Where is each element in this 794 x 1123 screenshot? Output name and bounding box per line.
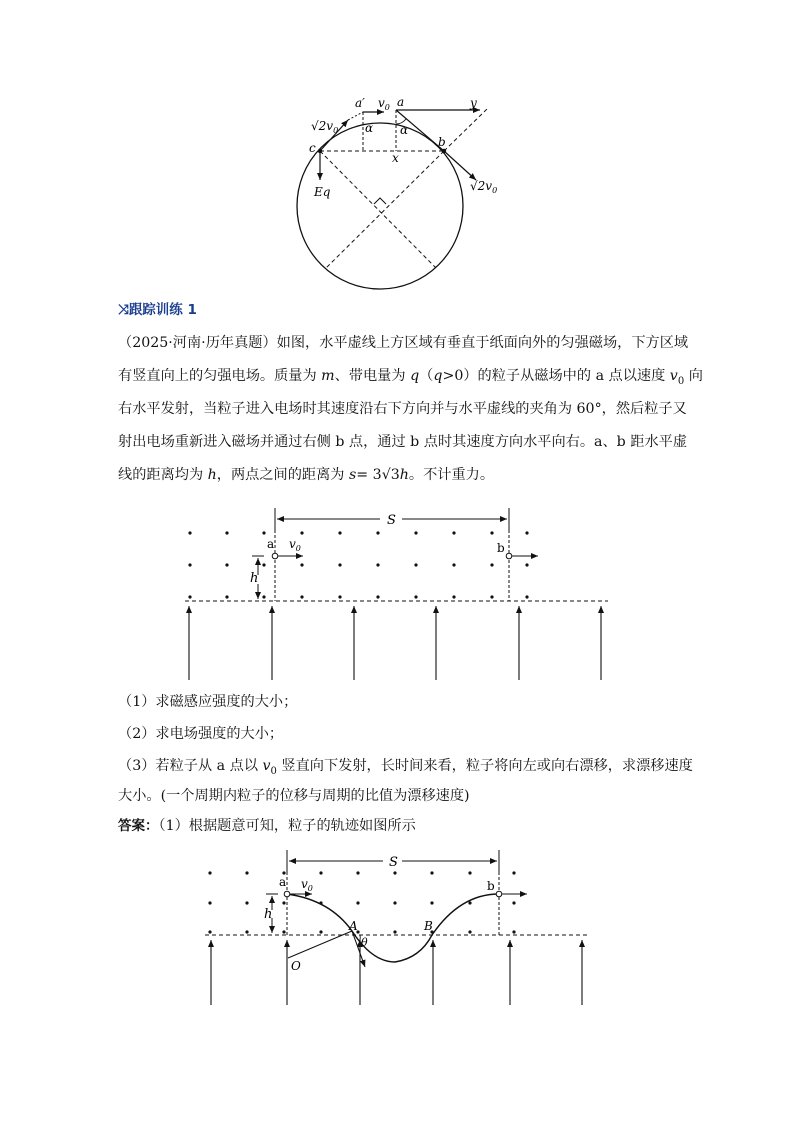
- label-b: b: [438, 135, 446, 149]
- question-3-line-1: （3）若粒子从 a 点以 $v_0$ 竖直向下发射，长时间来看，粒子将向左或向右漂移，求漂移速度: [118, 758, 693, 777]
- field-dot: [319, 871, 322, 874]
- field-dot: [245, 901, 248, 904]
- field-dot: [430, 901, 433, 904]
- label-b: b: [497, 541, 505, 555]
- answer-line: 答案：（1）根据题意可知，粒子的轨迹如图所示: [118, 818, 416, 834]
- field-dot: [393, 871, 396, 874]
- field-dot: [208, 901, 211, 904]
- field-dot: [208, 930, 211, 933]
- trajectory-curve: [287, 894, 499, 962]
- electric-field-arrows-solution: [211, 940, 582, 1005]
- label-a: a: [397, 95, 405, 109]
- field-dot: [319, 930, 322, 933]
- label-B: B: [424, 919, 433, 933]
- label-x: x: [392, 151, 399, 165]
- field-dot: [468, 901, 471, 904]
- label-sqrt2v0-c: $√2v_0$: [311, 119, 339, 135]
- magnetic-field-dots-solution: [208, 871, 515, 933]
- label-c: c: [309, 141, 316, 155]
- label-theta: θ: [361, 936, 368, 949]
- label-y: y: [470, 96, 477, 110]
- problem-line-5: 线的距离均为 h，两点之间的距离为 s= 3√3h。不计重力。: [118, 467, 495, 483]
- label-s3: S: [389, 855, 398, 870]
- label-v0-top: $v_0$: [378, 96, 390, 112]
- field-dot: [468, 871, 471, 874]
- label-a3: a: [279, 875, 287, 889]
- label-s: S: [387, 513, 396, 528]
- point-a3: [284, 891, 290, 897]
- problem-line-4: 射出电场重新进入磁场并通过右侧 b 点，通过 b 点时其速度方向水平向右。a、b 距水平虚: [118, 434, 688, 450]
- question-2: （2）求电场强度的大小；: [118, 726, 284, 742]
- field-dot: [282, 930, 285, 933]
- question-3-line-2: 大小。(一个周期内粒子的位移与周期的比值为漂移速度): [118, 788, 470, 804]
- label-h: h: [250, 571, 259, 586]
- field-dot: [356, 871, 359, 874]
- field-dot: [208, 871, 211, 874]
- problem-line-2: 有竖直向上的匀强电场。质量为 m、带电量为 q（q>0）的粒子从磁场中的 a 点以速度 $v_0$ 向: [118, 368, 703, 387]
- field-dot: [512, 901, 515, 904]
- section-heading: ⤨跟踪训练 1: [118, 302, 197, 318]
- field-dot: [282, 901, 285, 904]
- field-dot: [245, 930, 248, 933]
- label-sqrt2v0-b: $√2v_0$: [470, 179, 498, 195]
- label-alpha-2: α: [400, 123, 409, 137]
- label-h3: h: [264, 907, 273, 922]
- label-eq: Eq: [314, 185, 331, 199]
- field-dot: [468, 930, 471, 933]
- problem-line-3: 右水平发射，当粒子进入电场时其速度沿右下方向并与水平虚线的夹角为 60°，然后粒子又: [118, 401, 687, 417]
- label-alpha-1: α: [365, 121, 374, 135]
- label-a: a: [267, 537, 275, 551]
- label-v0-3: $v_0$: [301, 877, 313, 893]
- label-b3: b: [487, 879, 495, 893]
- field-dot: [512, 930, 515, 933]
- label-a-prime: a′: [355, 96, 365, 110]
- field-dot: [245, 871, 248, 874]
- field-dot: [430, 871, 433, 874]
- field-dot: [393, 930, 396, 933]
- field-dot: [356, 901, 359, 904]
- label-A: A: [349, 919, 358, 933]
- field-dot: [512, 871, 515, 874]
- answer-label: 答案：: [118, 818, 159, 834]
- field-dot: [393, 901, 396, 904]
- point-b3: [496, 891, 502, 897]
- problem-line-1: （2025·河南·历年真题）如图，水平虚线上方区域有垂直于纸面向外的匀强磁场，下方区域: [118, 335, 689, 351]
- label-O: O: [291, 959, 301, 973]
- label-v0: $v_0$: [289, 537, 301, 553]
- track-icon: ⤨: [118, 302, 129, 318]
- question-1: （1）求磁感应强度的大小；: [118, 694, 298, 710]
